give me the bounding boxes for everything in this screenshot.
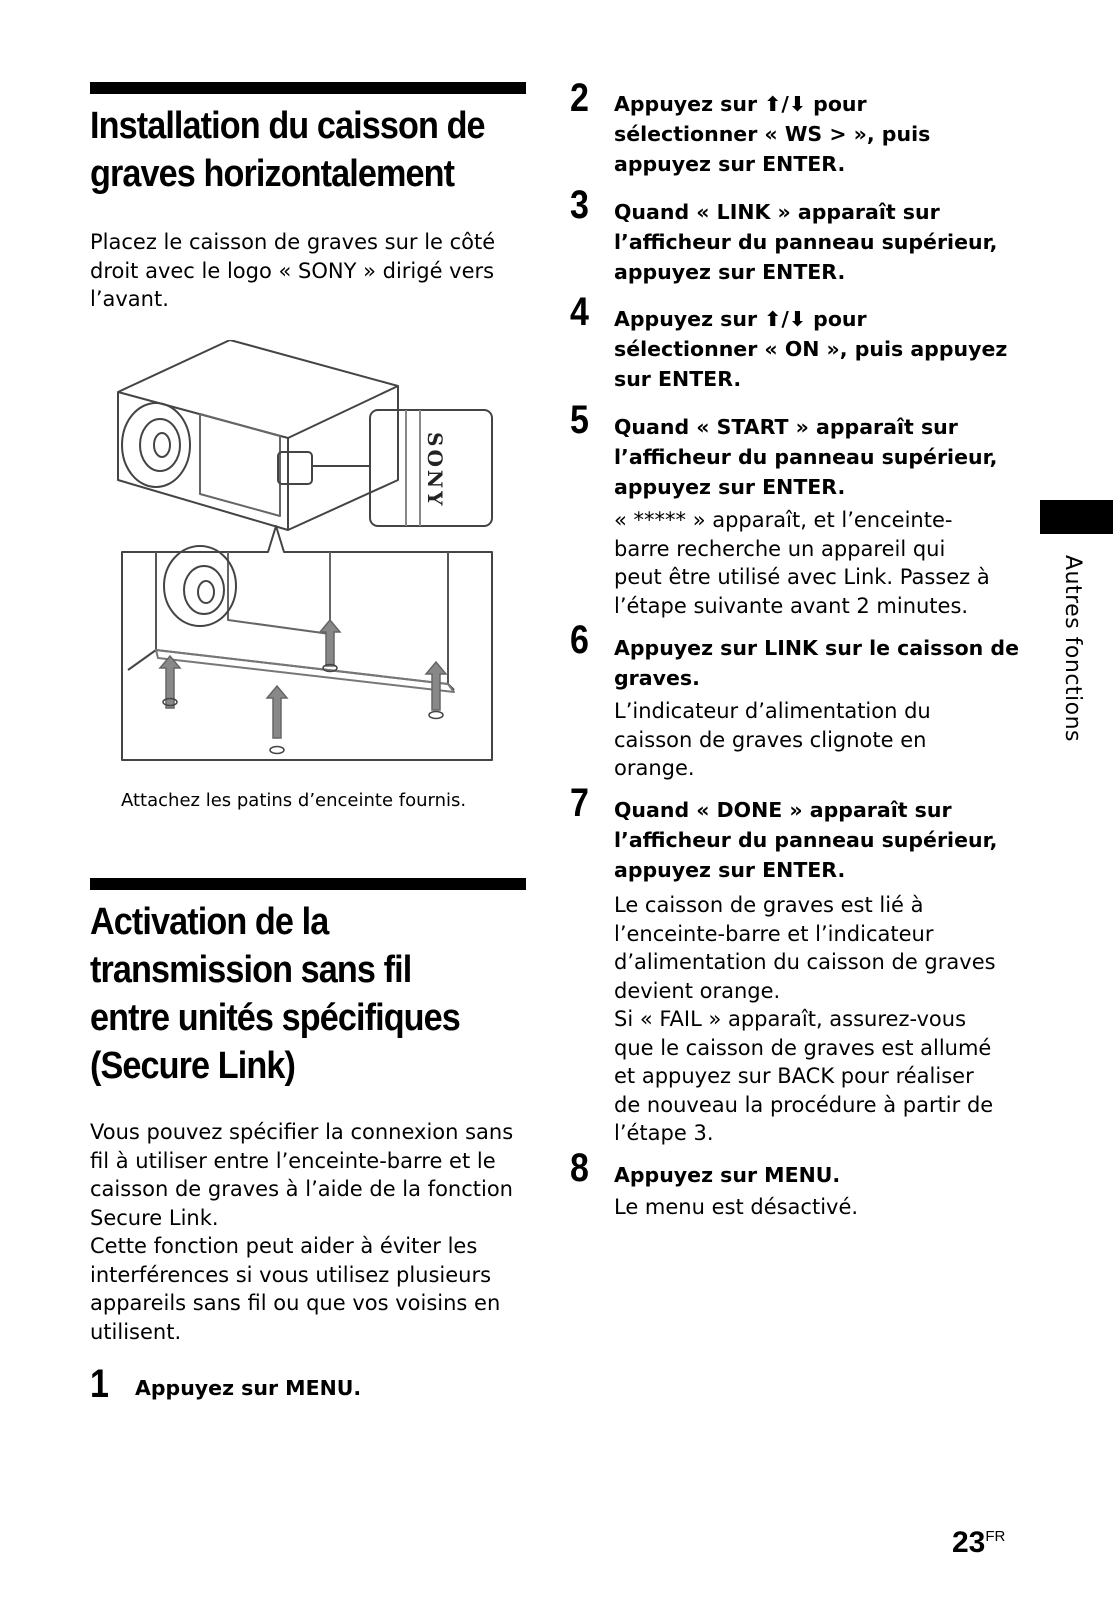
step-title-line: l’afficheur du panneau supérieur, bbox=[614, 230, 998, 254]
step-title bbox=[614, 304, 1007, 394]
step-number: 8 bbox=[570, 1146, 589, 1190]
step-title bbox=[614, 1160, 840, 1190]
step-desc-line: l’étape 3. bbox=[614, 1121, 714, 1145]
subwoofer-illustration bbox=[108, 340, 508, 780]
intro-line: l’avant. bbox=[90, 287, 169, 311]
step-title-line: sur ENTER. bbox=[614, 367, 742, 391]
step-title-line: appuyez sur ENTER. bbox=[614, 858, 846, 882]
intro-line: Placez le caisson de graves sur le côté bbox=[90, 230, 496, 254]
title-line: (Secure Link) bbox=[90, 1045, 295, 1087]
step-number: 4 bbox=[570, 290, 589, 334]
intro-line: Vous pouvez spécifier la connexion sans bbox=[90, 1120, 514, 1144]
step-desc-line: Le menu est désactivé. bbox=[614, 1195, 859, 1219]
step-desc-line: L’indicateur d’alimentation du bbox=[614, 699, 931, 723]
step-title-line: Quand « LINK » apparaît sur bbox=[614, 200, 940, 224]
title-line: transmission sans fil bbox=[90, 949, 412, 991]
section-title-secure-link bbox=[90, 898, 522, 1090]
step-title-line: graves. bbox=[614, 666, 700, 690]
page-number bbox=[952, 1526, 1005, 1560]
page-number-suffix: FR bbox=[985, 1528, 1006, 1545]
intro-line: Cette fonction peut aider à éviter les bbox=[90, 1234, 478, 1258]
intro-line: appareils sans fil ou que vos voisins en bbox=[90, 1291, 501, 1315]
step-desc-line: Si « FAIL » apparaît, assurez-vous bbox=[614, 1007, 967, 1031]
step-number: 1 bbox=[90, 1362, 109, 1406]
step-desc-line: « ***** » apparaît, et l’enceinte- bbox=[614, 508, 953, 532]
title-line: Activation de la bbox=[90, 901, 329, 943]
secure-link-intro bbox=[90, 1118, 513, 1346]
step-title bbox=[614, 795, 997, 885]
step-description bbox=[614, 697, 931, 783]
step-desc-line: peut être utilisé avec Link. Passez à bbox=[614, 565, 990, 589]
step-number: 5 bbox=[570, 398, 589, 442]
chapter-tab-marker bbox=[1040, 500, 1113, 534]
page-number-value: 23 bbox=[952, 1526, 986, 1559]
step-title-line: l’afficheur du panneau supérieur, bbox=[614, 828, 998, 852]
intro-line: droit avec le logo « SONY » dirigé vers bbox=[90, 258, 495, 283]
intro-line: Secure Link. bbox=[90, 1205, 219, 1230]
step-desc-line: que le caisson de graves est allumé bbox=[614, 1035, 992, 1060]
step-desc-line: caisson de graves clignote en bbox=[614, 727, 927, 752]
step-desc-line: Le caisson de graves est lié à bbox=[614, 893, 924, 917]
figure-caption: Attachez les patins d’enceinte fournis. bbox=[121, 790, 467, 811]
chapter-tab-label: Autres fonctions bbox=[1060, 555, 1085, 743]
title-line: Installation du caisson de bbox=[90, 105, 485, 147]
step-desc-line: l’enceinte-barre et l’indicateur bbox=[614, 921, 934, 946]
section-title-installation bbox=[90, 102, 522, 198]
step-desc-line: orange. bbox=[614, 756, 695, 780]
step-title-line: Appuyez sur ⬆/⬇ pour bbox=[614, 92, 867, 116]
step-title-line: Appuyez sur MENU. bbox=[614, 1163, 841, 1187]
step-title bbox=[614, 633, 1019, 693]
step-title-line: l’afficheur du panneau supérieur, bbox=[614, 445, 998, 469]
sony-logo: SONY bbox=[423, 432, 447, 509]
step-title-line: appuyez sur ENTER. bbox=[614, 475, 846, 499]
section-rule-1 bbox=[90, 82, 526, 94]
step-desc-line: de nouveau la procédure à partir de bbox=[614, 1092, 994, 1117]
step-title-line: Appuyez sur ⬆/⬇ pour bbox=[614, 307, 867, 331]
step-title-line: Appuyez sur LINK sur le caisson de bbox=[614, 636, 1019, 660]
title-line: graves horizontalement bbox=[90, 153, 455, 195]
step-desc-line: l’étape suivante avant 2 minutes. bbox=[614, 593, 969, 618]
step-title-line: sélectionner « ON », puis appuyez bbox=[614, 337, 1008, 361]
intro-line: fil à utiliser entre l’enceinte-barre et le bbox=[90, 1148, 496, 1173]
installation-intro bbox=[90, 228, 495, 314]
intro-line: interférences si vous utilisez plusieurs bbox=[90, 1262, 492, 1287]
step-title bbox=[135, 1373, 361, 1403]
step-description bbox=[614, 891, 996, 1148]
step-title-line: Appuyez sur MENU. bbox=[135, 1376, 362, 1400]
step-desc-line: et appuyez sur BACK pour réaliser bbox=[614, 1064, 974, 1088]
step-desc-line: barre recherche un appareil qui bbox=[614, 536, 946, 561]
step-description bbox=[614, 1193, 858, 1222]
step-title bbox=[614, 197, 997, 287]
step-desc-line: d’alimentation du caisson de graves bbox=[614, 950, 996, 974]
section-rule-2 bbox=[90, 878, 526, 890]
step-number: 2 bbox=[570, 76, 589, 120]
intro-line: caisson de graves à l’aide de la fonction bbox=[90, 1177, 513, 1201]
step-title-line: Quand « DONE » apparaît sur bbox=[614, 798, 952, 822]
step-number: 7 bbox=[570, 781, 589, 825]
step-title-line: Quand « START » apparaît sur bbox=[614, 415, 958, 439]
step-description bbox=[614, 506, 990, 620]
intro-line: utilisent. bbox=[90, 1319, 182, 1344]
step-title bbox=[614, 412, 997, 502]
title-line: entre unités spécifiques bbox=[90, 997, 460, 1039]
step-title-line: sélectionner « WS > », puis bbox=[614, 122, 931, 146]
step-title bbox=[614, 89, 930, 179]
step-desc-line: devient orange. bbox=[614, 978, 781, 1003]
step-number: 6 bbox=[570, 618, 589, 662]
step-number: 3 bbox=[570, 183, 589, 227]
step-title-line: appuyez sur ENTER. bbox=[614, 152, 846, 176]
step-title-line: appuyez sur ENTER. bbox=[614, 260, 846, 284]
